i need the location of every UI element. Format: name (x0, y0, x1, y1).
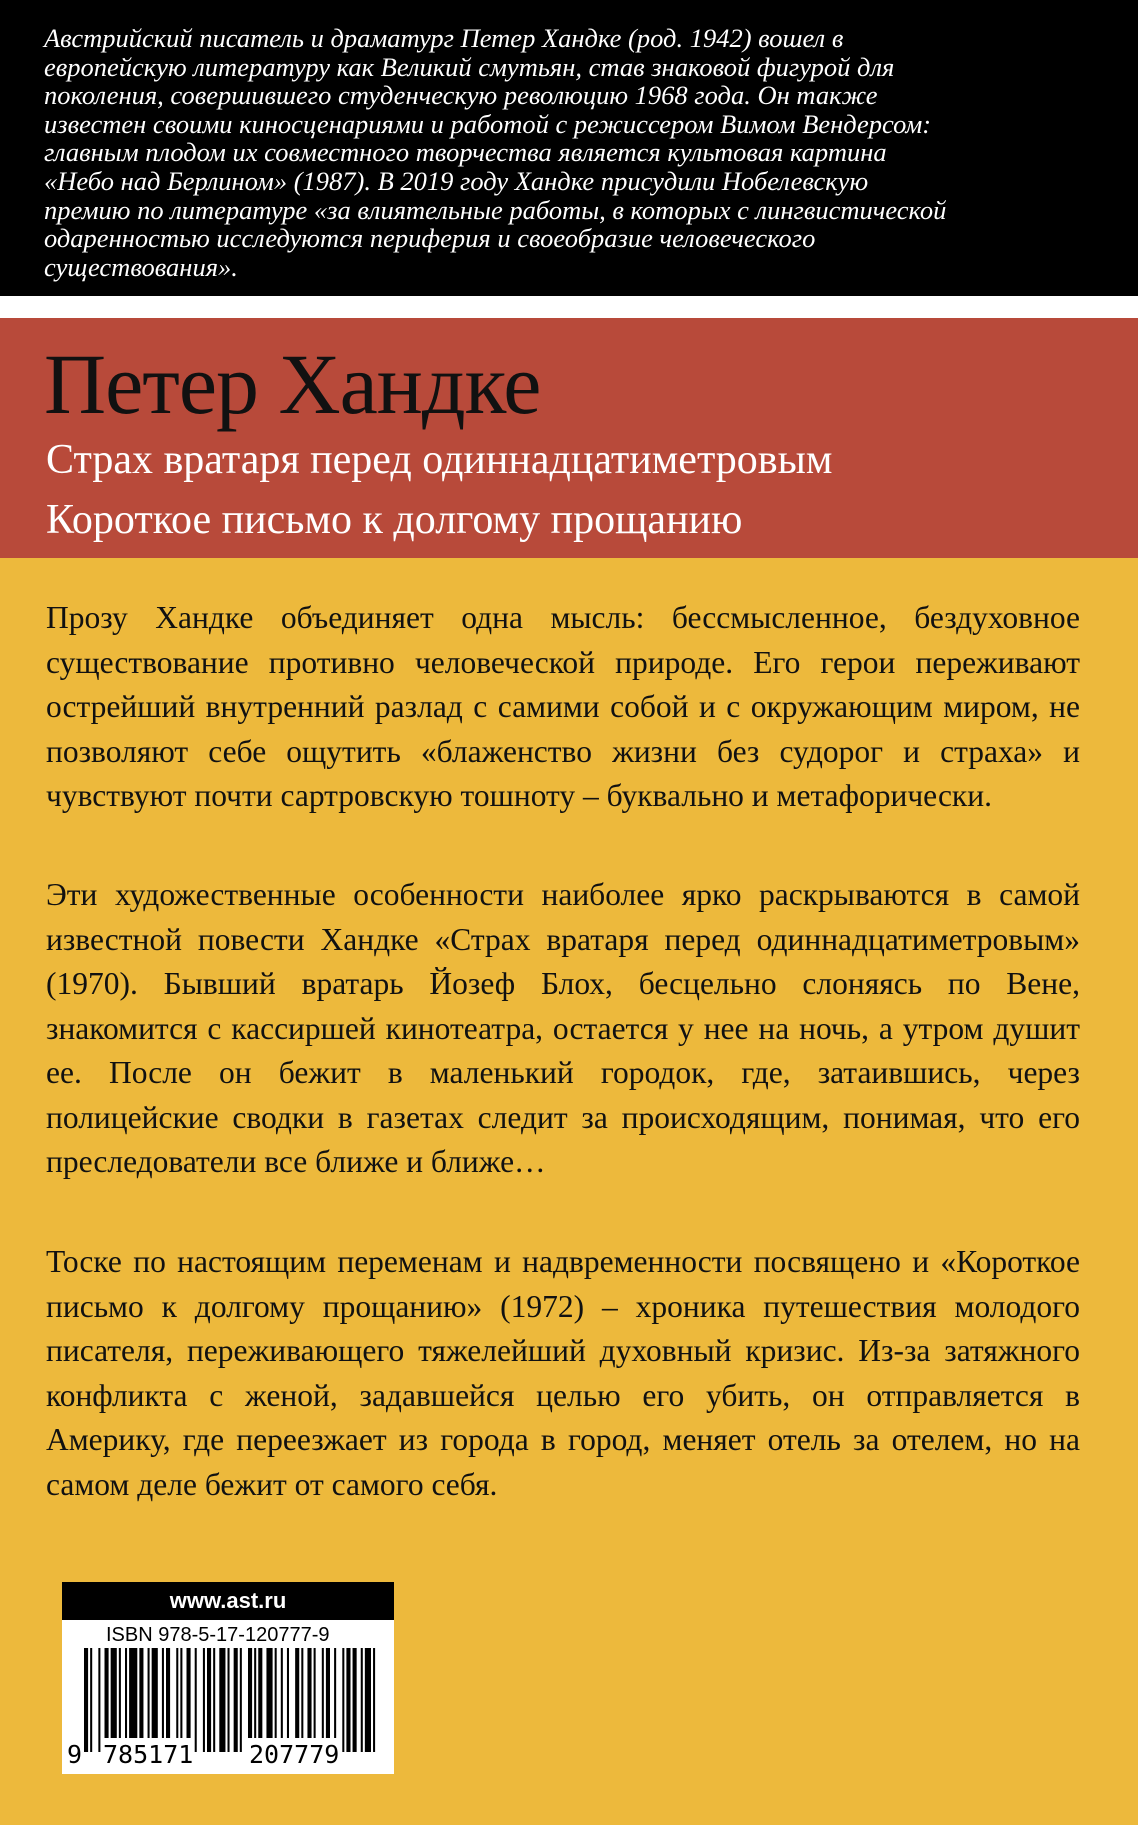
barcode-bar (207, 1648, 211, 1752)
description-paragraph-2: Эти художественные особенности наиболее ярко раскрываются в самой известной повести Хандке «Страх вратаря перед одиннадцатиметровым» (1970). Бывший вратарь Йозеф Блох, бесцельно слоняясь по Вене, знакомится с кассиршей кинотеатра, остается у нее на ночь, а утром душит ее. После он бежит в маленький городок, где, затаившись, через полицейские сводки в газетах следит за происходящим, понимая, что его преследователи все ближе и ближе… (46, 877, 1080, 1179)
barcode-bar (234, 1648, 238, 1752)
barcode-bar (334, 1648, 336, 1752)
barcode-bar (129, 1648, 137, 1752)
barcode-bar (148, 1648, 150, 1752)
barcode-bar (287, 1648, 289, 1752)
barcode-bar (281, 1648, 283, 1752)
barcode-bar (248, 1648, 252, 1752)
barcode-block (62, 1582, 394, 1774)
barcode-bar (162, 1648, 164, 1752)
barcode-bar (275, 1648, 277, 1752)
barcode-bar (219, 1648, 225, 1752)
barcode-bar (166, 1648, 170, 1752)
barcode-bar (322, 1648, 324, 1752)
barcode-bar (125, 1648, 127, 1752)
barcode-bar (111, 1648, 117, 1752)
barcode-bar (373, 1648, 375, 1752)
ean-right-group: 207779 (248, 1738, 340, 1772)
barcode-bar (203, 1648, 205, 1752)
barcode-bar (295, 1648, 299, 1752)
barcode-bar (301, 1648, 303, 1752)
barcode-bar (105, 1648, 109, 1752)
barcode-bar (254, 1648, 256, 1752)
isbn-label: ISBN 978-5-17-120777-9 (106, 1624, 330, 1646)
ean-left-group: 785171 (102, 1738, 194, 1772)
description-paragraph-3: Тоске по настоящим переменам и надвременности посвящено и «Короткое письмо к долгому прощанию» (1972) – хроника путешествия молодого писателя, переживающего тяжелейший духовный кризис. Из-за затяжного конфликта с женой, задавшейся целью его убить, он отправляется в Америку, где переезжает из города в город, меняет отель за отелем, но на самом деле бежит от самого себя. (46, 1244, 1080, 1502)
barcode-bar (365, 1648, 371, 1752)
barcode-bar (314, 1648, 316, 1752)
barcode-bar (353, 1648, 357, 1752)
barcode-bar (361, 1648, 363, 1752)
publisher-website: www.ast.ru (62, 1582, 394, 1620)
barcode-bar (84, 1648, 88, 1752)
book-title-1: Страх вратаря перед одиннадцатиметровым (46, 437, 833, 483)
barcode-bar (195, 1648, 197, 1752)
barcode-bar (307, 1648, 311, 1752)
author-bio: Австрийский писатель и драматург Петер Хандке (род. 1942) вошел в европейскую литературу как Великий смутьян, став знаковой фигурой для поколения, совершившего студенческую революцию 1968 года. Он также известен своими киносценариями и работой с режиссером Вимом Вендерсом: главным плодом их совместного творчества является культовая картина «Небо над Берлином» (1987). В 2019 году Хандке присудили Нобелевскую премию по литературе «за влиятельные работы, в которых с лингвистической одаренностью исследуются периферия и своеобразие человеческого существования». (44, 23, 947, 282)
barcode-bar (139, 1648, 143, 1752)
book-title-2: Короткое письмо к долгому прощанию (46, 497, 743, 543)
description-paragraph-1: Прозу Хандке объединяет одна мысль: бессмысленное, бездуховное существование противно человеческой природе. Его герои переживают острейший внутренний разлад с самими собой и с окружающим миром, не позволяют себе ощутить «блаженство жизни без судорог и страха» и чувствуют почти сартровскую тошноту – буквально и метафорически. (46, 600, 1080, 813)
barcode-bar (266, 1648, 272, 1752)
barcode-bar (180, 1648, 182, 1752)
barcode-bar (342, 1648, 344, 1752)
barcode-bar (90, 1648, 92, 1752)
barcode-bar (176, 1648, 178, 1752)
barcode-bar (326, 1648, 330, 1752)
ean-digits (62, 1738, 394, 1772)
ean-first-digit: 9 (66, 1738, 83, 1772)
barcode-bar (346, 1648, 350, 1752)
band-divider (0, 296, 1138, 318)
barcode-bar (228, 1648, 230, 1752)
author-name: Петер Хандке (44, 336, 541, 432)
barcode-bar (152, 1648, 158, 1752)
author-bio-band (0, 0, 1138, 296)
barcode-bar (98, 1648, 100, 1752)
barcode-bar (240, 1648, 242, 1752)
barcode-bar (187, 1648, 191, 1752)
barcode-bar (119, 1648, 121, 1752)
barcode-bar (213, 1648, 215, 1752)
barcode-bar (258, 1648, 262, 1752)
